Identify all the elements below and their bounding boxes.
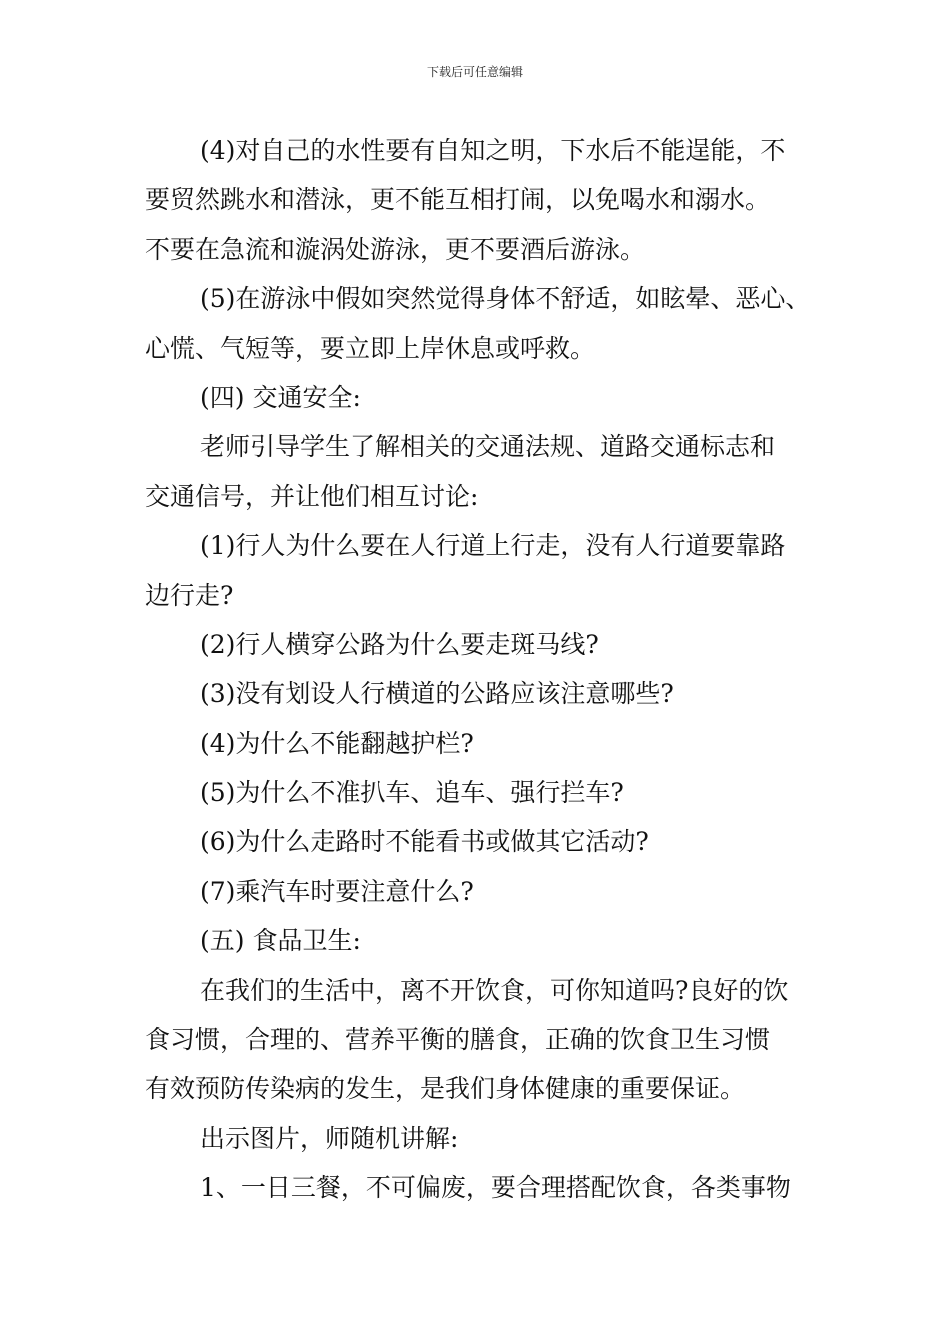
question-item: (7)乘汽车时要注意什么? — [200, 876, 474, 906]
question-item: (4)为什么不能翻越护栏? — [200, 728, 474, 758]
text-line: 出示图片，师随机讲解: — [200, 1123, 459, 1153]
text-line: 1、一日三餐，不可偏废，要合理搭配饮食，各类事物 — [200, 1173, 791, 1203]
text-line: 边行走? — [145, 580, 234, 610]
text-line: 有效预防传染病的发生，是我们身体健康的重要保证。 — [145, 1074, 746, 1104]
text-line: (5)在游泳中假如突然觉得身体不舒适，如眩晕、恶心、 — [200, 284, 811, 314]
page-header: 下载后可任意编辑 — [426, 65, 523, 79]
document-body — [145, 126, 810, 1213]
text-line: 心慌、气短等，要立即上岸休息或呼救。 — [145, 333, 596, 363]
text-line: 在我们的生活中，离不开饮食，可你知道吗?良好的饮 — [200, 975, 789, 1005]
section-heading: (四) 交通安全: — [200, 382, 361, 412]
question-item: (1)行人为什么要在人行道上行走，没有人行道要靠路 — [200, 531, 786, 561]
text-line: 要贸然跳水和潜泳，更不能互相打闹，以免喝水和溺水。 — [145, 185, 771, 215]
question-item: (2)行人横穿公路为什么要走斑马线? — [200, 629, 599, 659]
text-line: 食习惯，合理的、营养平衡的膳食，正确的饮食卫生习惯 — [145, 1025, 771, 1055]
text-line: 老师引导学生了解相关的交通法规、道路交通标志和 — [200, 432, 776, 462]
text-line: 交通信号，并让他们相互讨论: — [145, 481, 479, 511]
question-item: (6)为什么走路时不能看书或做其它活动? — [200, 827, 649, 857]
section-heading: (五) 食品卫生: — [200, 926, 361, 956]
text-line: 不要在急流和漩涡处游泳，更不要酒后游泳。 — [145, 234, 646, 264]
question-item: (3)没有划设人行横道的公路应该注意哪些? — [200, 679, 674, 709]
text-line: (4)对自己的水性要有自知之明，下水后不能逞能，不 — [200, 136, 786, 165]
question-item: (5)为什么不准扒车、追车、强行拦车? — [200, 778, 624, 808]
